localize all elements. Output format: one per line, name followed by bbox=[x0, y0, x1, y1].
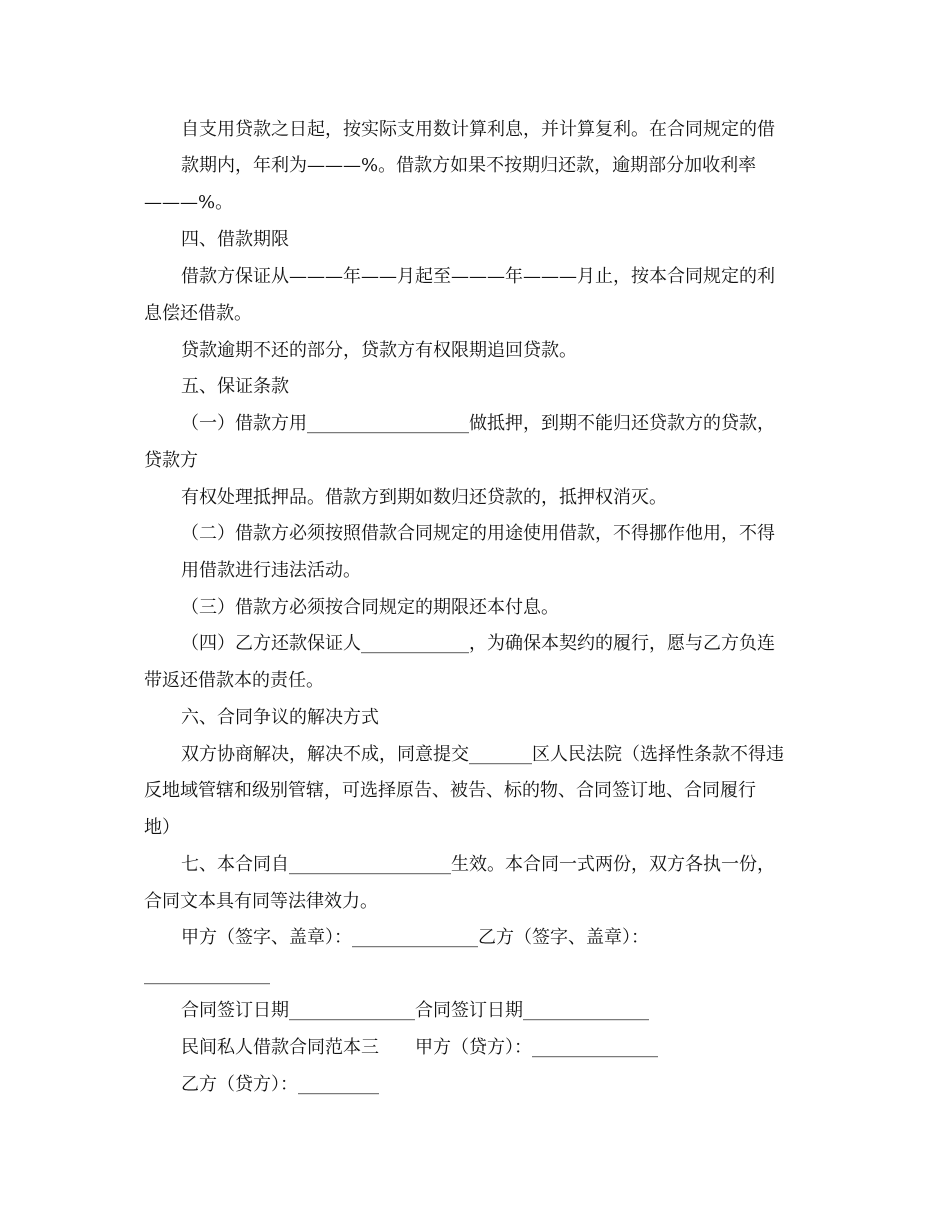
text-line: 五、保证条款 bbox=[181, 376, 289, 397]
signature-line bbox=[181, 926, 649, 950]
section-heading bbox=[181, 853, 775, 877]
text-line: （四）乙方还款保证人____________，为确保本契约的履行，愿与乙方负连 bbox=[181, 633, 775, 654]
text-line: 贷款逾期不还的部分，贷款方有权限期追回贷款。 bbox=[181, 340, 577, 361]
paragraph-line bbox=[181, 118, 775, 142]
paragraph-line bbox=[181, 486, 667, 510]
signature-line bbox=[144, 963, 270, 987]
text-line: 双方协商解决，解决不成，同意提交_______区人民法院（选择性条款不得违 bbox=[181, 744, 784, 765]
paragraph-line bbox=[144, 816, 180, 840]
text-line: （三）借款方必须按合同规定的期限还本付息。 bbox=[181, 597, 559, 618]
text-line: 合同签订日期______________合同签订日期______________ bbox=[181, 1000, 649, 1021]
section-heading bbox=[181, 228, 289, 252]
text-line: 甲方（签字、盖章）：______________乙方（签字、盖章）： bbox=[181, 927, 649, 948]
title-line bbox=[181, 1036, 658, 1060]
paragraph-line bbox=[181, 596, 559, 620]
text-line: 六、合同争议的解决方式 bbox=[181, 707, 379, 728]
date-line bbox=[181, 999, 649, 1023]
text-line: 贷款方 bbox=[144, 450, 198, 471]
section-heading bbox=[181, 706, 379, 730]
text-line: 款期内，年利为———%。借款方如果不按期归还款，逾期部分加收利率 bbox=[181, 155, 757, 176]
text-line: 自支用贷款之日起，按实际支用数计算利息，并计算复利。在合同规定的借 bbox=[181, 119, 775, 140]
text-line: 有权处理抵押品。借款方到期如数归还贷款的，抵押权消灭。 bbox=[181, 487, 667, 508]
text-line: 四、借款期限 bbox=[181, 229, 289, 250]
paragraph-line bbox=[144, 449, 198, 473]
text-line: ______________ bbox=[144, 964, 270, 985]
paragraph-line bbox=[144, 191, 233, 215]
signature-line bbox=[181, 1073, 379, 1097]
text-line: 借款方保证从———年——月起至———年———月止，按本合同规定的利 bbox=[181, 266, 775, 287]
paragraph-line bbox=[181, 632, 775, 656]
paragraph-line bbox=[181, 265, 775, 289]
text-line: （一）借款方用__________________做抵押，到期不能归还贷款方的贷款， bbox=[181, 413, 775, 434]
text-line: 息偿还借款。 bbox=[144, 303, 252, 324]
text-line: （二）借款方必须按照借款合同规定的用途使用借款，不得挪作他用，不得 bbox=[181, 523, 775, 544]
text-line: 反地域管辖和级别管辖，可选择原告、被告、标的物、合同签订地、合同履行 bbox=[144, 780, 756, 801]
paragraph-line bbox=[144, 890, 378, 914]
text-line: 用借款进行违法活动。 bbox=[181, 560, 361, 581]
text-line: 地） bbox=[144, 817, 180, 838]
paragraph-line bbox=[181, 743, 784, 767]
paragraph-line bbox=[144, 669, 324, 693]
text-line: ———%。 bbox=[144, 192, 234, 213]
text-line: 合同文本具有同等法律效力。 bbox=[144, 891, 378, 912]
text-line: 乙方（贷方）：_________ bbox=[181, 1074, 379, 1095]
text-line: 七、本合同自__________________生效。本合同一式两份，双方各执一份， bbox=[181, 854, 775, 875]
paragraph-line bbox=[181, 522, 775, 546]
paragraph-line bbox=[144, 302, 252, 326]
paragraph-line bbox=[181, 559, 361, 583]
text-line: 民间私人借款合同范本三 甲方（贷方）：______________ bbox=[181, 1037, 658, 1058]
text-line: 带返还借款本的责任。 bbox=[144, 670, 324, 691]
section-heading bbox=[181, 375, 289, 399]
paragraph-line bbox=[181, 154, 756, 178]
paragraph-line bbox=[144, 779, 756, 803]
paragraph-line bbox=[181, 339, 577, 363]
paragraph-line bbox=[181, 412, 775, 436]
